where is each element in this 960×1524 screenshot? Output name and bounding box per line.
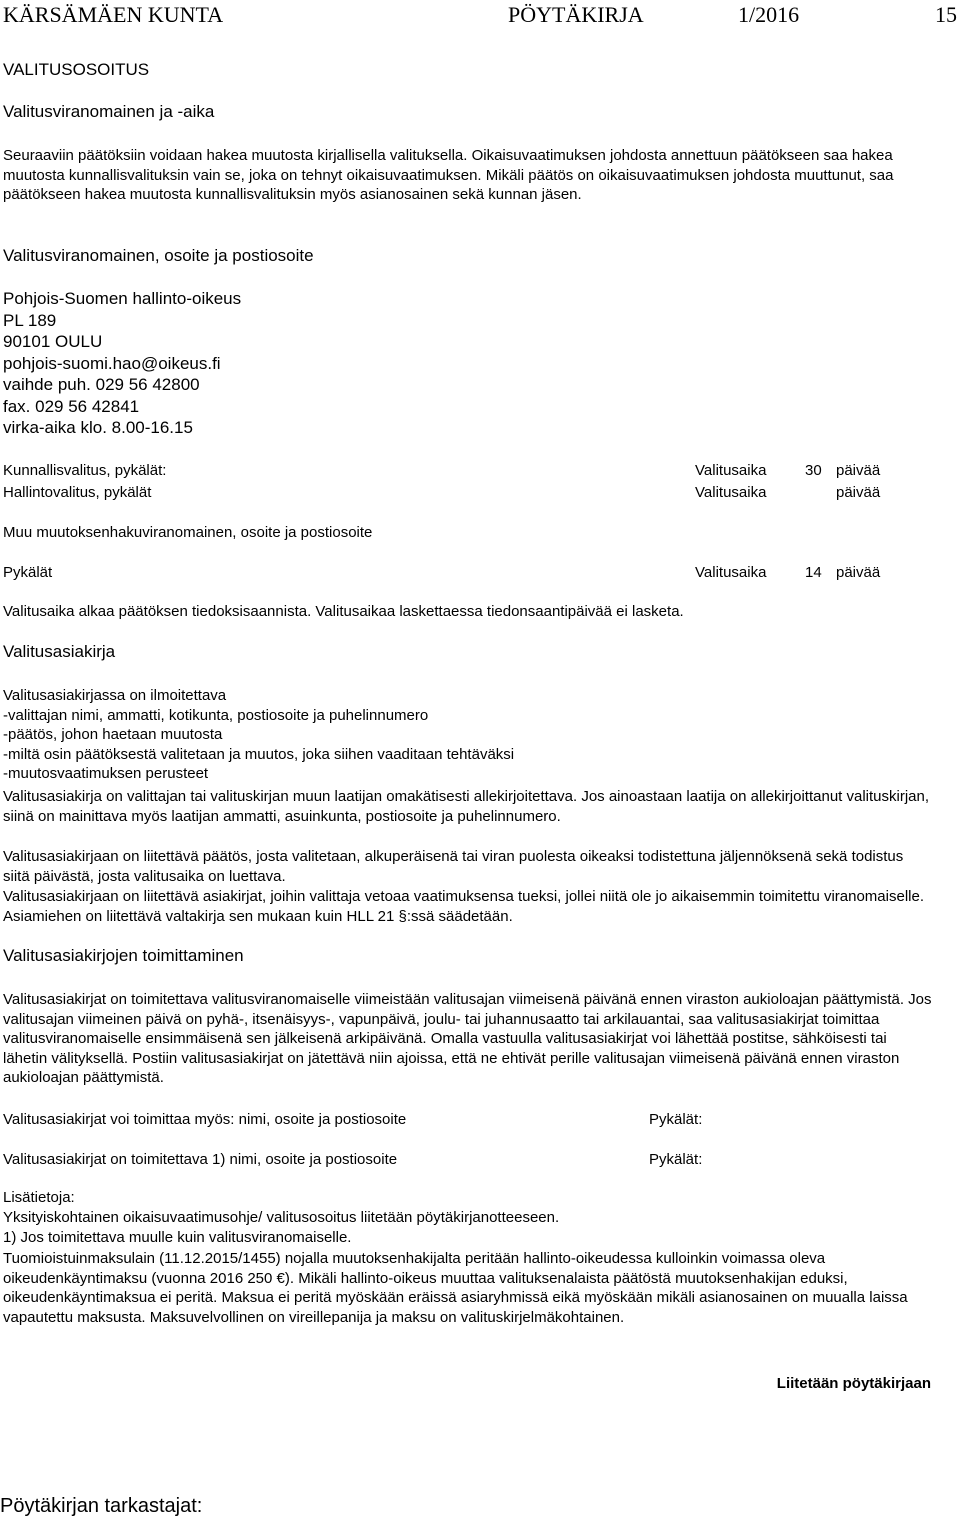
appeal-days: 14 <box>805 564 822 581</box>
section2-paragraph-3: Valitusasiakirjaan on liitettävä asiakirjat, joihin valittaja vetoaa vaatimuksensa tueksi, jollei niitä ole jo aikaisemmin toimitettu viranomaiselle. Asiamiehen on liitettävä valtakirja sen mukaan kuin HLL 21 §:ssä säädetään. <box>3 888 924 925</box>
authority-office-hours: virka-aika klo. 8.00-16.15 <box>3 418 193 437</box>
appeal-days-unit: päivää <box>836 462 881 479</box>
section3-body: Valitusasiakirjat on toimitettava valitusviranomaiselle viimeistään valitusajan viimeisenä päivänä ennen viraston aukioloajan päättymistä. Jos valitusajan viimeinen päivä on pyhä-, itsenäisyys-, vapunpäivä, joulu- tai juhannusaatto tai arkilauantai, saa valitusasiakirjat toimittaa valitusviranomaiselle ensimmäisenä sen jälkeisenä arkipäivänä. Omalla vastuulla valitusasiakirjat voi lähettää postitse, sähköisesti tai lähetin välityksellä. Postiin valitusasiakirjat on jätettävä niin ajoissa, että ne ehtivät perille valitusajan viimeisenä päivänä ennen viraston aukioloajan päättymistä. <box>3 991 932 1087</box>
appeal-days-unit: päivää <box>836 564 881 581</box>
appeal-term-label: Valitusaika <box>695 564 767 581</box>
section-heading-delivery: Valitusasiakirjojen toimittaminen <box>3 946 244 965</box>
info-line-1: Yksityiskohtainen oikaisuvaatimusohje/ valitusosoitus liitetään pöytäkirjanotteeseen. <box>3 1209 560 1226</box>
list-item: -päätös, johon haetaan muutosta <box>3 726 223 744</box>
appeal-term-label: Valitusaika <box>695 462 767 479</box>
page-title: VALITUSOSOITUS <box>3 60 150 79</box>
section2-paragraph-2: Valitusasiakirjaan on liitettävä päätös, josta valitetaan, alkuperäisenä tai viran puolesta oikeaksi todistettuna jäljennöksenä sekä todistus siitä päivästä, josta valitusaika on luettava. <box>3 848 904 885</box>
term-note: Valitusaika alkaa päätöksen tiedoksisaannista. Valitusaikaa laskettaessa tiedonsaantipäivää ei lasketa. <box>3 603 684 620</box>
authority-postal-code: 90101 OULU <box>3 332 103 351</box>
appeal-row-label: Kunnallisvalitus, pykälät: <box>3 462 167 479</box>
other-authority-heading: Muu muutoksenhakuviranomainen, osoite ja postiosoite <box>3 524 373 541</box>
authority-name: Pohjois-Suomen hallinto-oikeus <box>3 289 242 308</box>
delivery-row-label: Valitusasiakirjat on toimitettava 1) nimi, osoite ja postiosoite <box>3 1151 398 1168</box>
section-heading-authority-address: Valitusviranomainen, osoite ja postiosoite <box>3 246 314 265</box>
authority-fax: fax. 029 56 42841 <box>3 396 140 416</box>
list-item: Valitusasiakirjassa on ilmoitettava <box>3 687 227 704</box>
info-line-2: 1) Jos toimitettava muulle kuin valitusviranomaiselle. <box>3 1229 352 1246</box>
info-body: Tuomioistuinmaksulain (11.12.2015/1455) nojalla muutoksenhakijalta peritään hallinto-oikeudessa kulloinkin voimassa oleva oikeudenkäyntimaksu (vuonna 2016 250 €). Mikäli hallinto-oikeus muuttaa valituksenalaista päätöstä muutoksenhakijan eduksi, oikeudenkäyntimaksua ei peritä. Maksua ei peritä myöskään eräissä asiaryhmissä eikä myöskään mikäli asianosainen on muualla laissa vapautettu maksusta. Maksuvelvollinen on vireillepanija ja maksu on valituskirjelmäkohtainen. <box>3 1250 908 1326</box>
authority-po-box: PL 189 <box>3 310 57 330</box>
page-number: 15 <box>935 2 957 27</box>
delivery-row-value: Pykälät: <box>649 1111 703 1128</box>
appeal-days: 30 <box>805 462 822 479</box>
section-heading-appeal-document: Valitusasiakirja <box>3 642 116 661</box>
appeal-term-label: Valitusaika <box>695 484 767 501</box>
page-header <box>0 2 960 30</box>
document-type: PÖYTÄKIRJA <box>508 2 644 27</box>
appeal-document-requirements <box>3 686 514 784</box>
municipality-name: KÄRSÄMÄEN KUNTA <box>3 2 224 27</box>
attached-note: Liitetään pöytäkirjaan <box>776 1375 931 1392</box>
delivery-row-label: Valitusasiakirjat voi toimittaa myös: nimi, osoite ja postiosoite <box>3 1111 407 1128</box>
info-heading: Lisätietoja: <box>3 1189 75 1206</box>
section-heading-appeal-authority-term: Valitusviranomainen ja -aika <box>3 102 215 121</box>
list-item: -miltä osin päätöksestä valitetaan ja muutos, joka siihen vaaditaan tehtäväksi <box>3 745 515 763</box>
authority-address-block <box>3 288 241 439</box>
list-item: -valittajan nimi, ammatti, kotikunta, postiosoite ja puhelinnumero <box>3 706 429 724</box>
authority-phone: vaihde puh. 029 56 42800 <box>3 375 200 394</box>
section2-paragraph-1: Valitusasiakirja on valittajan tai valituskirjan muun laatijan omakätisesti allekirjoitettava. Jos ainoastaan laatija on allekirjoittanut valituskirjan, siinä on mainittava myös laatijan ammatti, asuinkunta, postiosoite ja puhelinnumero. <box>3 788 930 825</box>
appeal-days-unit: päivää <box>836 484 881 501</box>
appeal-row-label: Pykälät <box>3 564 53 581</box>
list-item: -muutosvaatimuksen perusteet <box>3 765 209 783</box>
document-number: 1/2016 <box>738 2 800 27</box>
delivery-row-value: Pykälät: <box>649 1151 703 1168</box>
section1-body: Seuraaviin päätöksiin voidaan hakea muutosta kirjallisella valituksella. Oikaisuvaatimuksen johdosta annettuun päätökseen saa hakea muutosta kunnallisvalituksin vain se, joka on tehnyt oikaisuvaatimuksen. Mikäli päätös on oikaisuvaatimuksen johdosta muuttunut, saa päätökseen hakea muutosta kunnallisvalituksin myös asianosainen sekä kunnan jäsen. <box>3 147 894 204</box>
appeal-row-label: Hallintovalitus, pykälät <box>3 484 152 501</box>
authority-email: pohjois-suomi.hao@oikeus.fi <box>3 353 221 373</box>
footer-reviewers: Pöytäkirjan tarkastajat: <box>0 1495 203 1517</box>
